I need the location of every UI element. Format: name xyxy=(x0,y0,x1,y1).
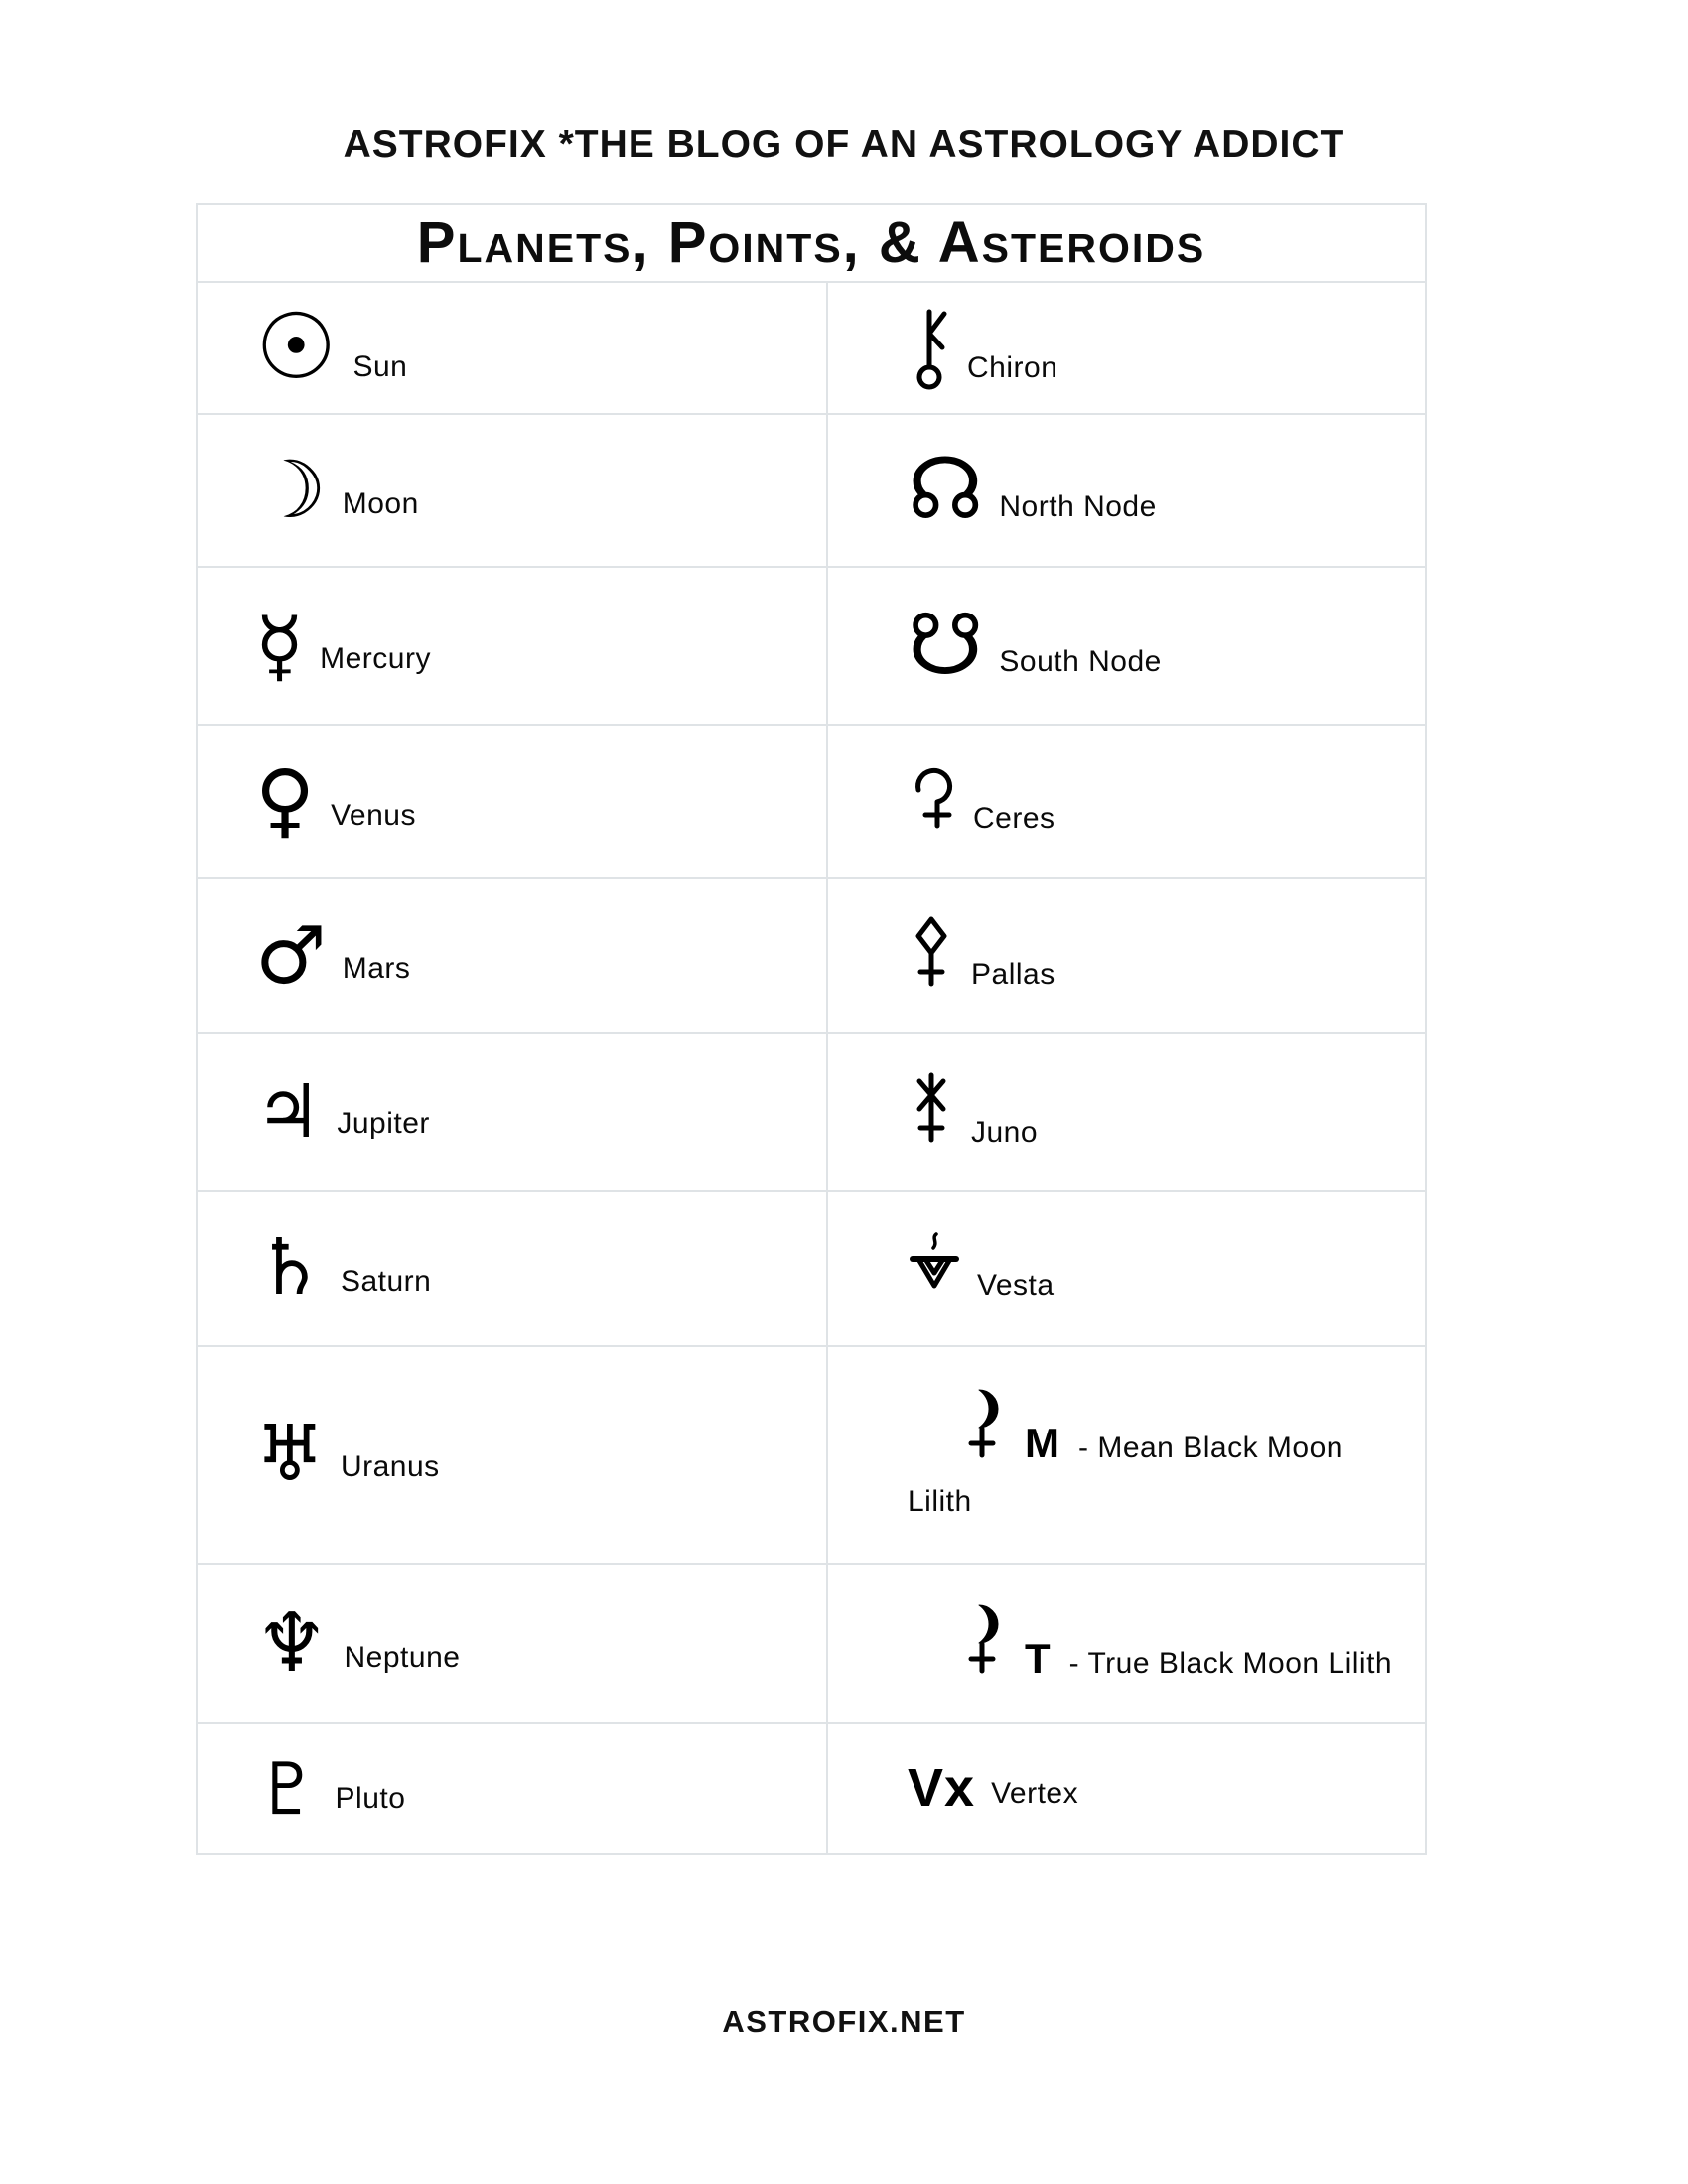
cell-north-node xyxy=(826,415,1425,566)
table-title: Planets, Points, & Asteroids xyxy=(198,205,1425,283)
symbol-label: North Node xyxy=(999,489,1157,523)
cell-chiron xyxy=(826,283,1425,413)
symbol-label: Uranus xyxy=(340,1450,440,1484)
table-row xyxy=(198,724,1425,877)
vesta-icon xyxy=(908,1229,961,1308)
ceres-icon xyxy=(908,760,957,842)
cell-juno xyxy=(826,1034,1425,1190)
mercury-icon: ☿ xyxy=(255,599,305,692)
symbol-label: Venus xyxy=(331,798,416,832)
table-row xyxy=(198,1190,1425,1345)
symbol-label: Vertex xyxy=(991,1777,1079,1810)
cell-true-black-moon-lilith xyxy=(826,1565,1425,1722)
symbol-label: Mars xyxy=(342,952,411,986)
symbol-label: Pluto xyxy=(335,1782,406,1816)
cell-uranus xyxy=(198,1347,826,1563)
vertex-icon: Vx xyxy=(908,1758,976,1818)
symbol-table xyxy=(196,203,1427,1855)
south-node-icon: ☋ xyxy=(908,595,984,695)
north-node-icon: ☊ xyxy=(908,440,984,540)
juno-icon xyxy=(908,1070,955,1156)
table-row xyxy=(198,1722,1425,1853)
symbol-label: - Mean Black Moon xyxy=(1078,1431,1343,1464)
lilith-prefix: M xyxy=(1025,1419,1060,1466)
symbol-label: Juno xyxy=(971,1115,1039,1149)
symbol-label: Chiron xyxy=(967,350,1058,384)
pluto-icon: ♇ xyxy=(255,1746,320,1831)
cell-vertex xyxy=(826,1724,1425,1853)
cell-south-node xyxy=(826,568,1425,724)
lilith-prefix: T xyxy=(1025,1634,1052,1682)
symbol-label: Vesta xyxy=(977,1269,1055,1301)
symbol-label: Jupiter xyxy=(337,1106,430,1140)
black-moon-lilith-icon xyxy=(963,1601,1007,1687)
moon-icon: ☽ xyxy=(255,444,327,537)
cell-ceres xyxy=(826,726,1425,877)
symbol-label: Moon xyxy=(342,486,419,520)
symbol-label-line2: Lilith xyxy=(908,1484,972,1518)
pallas-icon xyxy=(908,914,955,998)
table-row xyxy=(198,283,1425,413)
table-row xyxy=(198,566,1425,724)
cell-mean-black-moon-lilith xyxy=(826,1347,1425,1563)
black-moon-lilith-icon xyxy=(963,1386,1007,1471)
cell-saturn xyxy=(198,1192,826,1345)
page-footer: ASTROFIX.NET xyxy=(722,2004,966,2039)
cell-mercury xyxy=(198,568,826,724)
table-row xyxy=(198,1563,1425,1722)
jupiter-icon: ♃ xyxy=(255,1069,322,1156)
table-row xyxy=(198,877,1425,1032)
symbol-label: South Node xyxy=(999,645,1162,679)
cell-sun xyxy=(198,283,826,413)
cell-venus xyxy=(198,726,826,877)
saturn-icon: ♄ xyxy=(255,1223,325,1313)
symbol-label: Ceres xyxy=(973,802,1055,835)
cell-moon xyxy=(198,415,826,566)
cell-neptune xyxy=(198,1565,826,1722)
cell-jupiter xyxy=(198,1034,826,1190)
sun-icon: ☉ xyxy=(255,294,338,401)
mars-icon: ♂ xyxy=(255,908,327,1002)
cell-pallas xyxy=(826,879,1425,1032)
symbol-label: Neptune xyxy=(344,1641,461,1675)
cell-mars xyxy=(198,879,826,1032)
chiron-icon xyxy=(908,306,951,391)
neptune-icon: ♆ xyxy=(255,1595,329,1691)
symbol-label: - True Black Moon Lilith xyxy=(1068,1646,1393,1680)
table-row xyxy=(198,1345,1425,1563)
cell-pluto xyxy=(198,1724,826,1853)
symbol-label: Sun xyxy=(352,349,408,383)
uranus-icon: ♅ xyxy=(255,1409,325,1499)
table-row xyxy=(198,1032,1425,1190)
table-row xyxy=(198,413,1425,566)
page-title: ASTROFIX *THE BLOG OF AN ASTROLOGY ADDICT xyxy=(343,123,1345,166)
symbol-label: Mercury xyxy=(320,642,431,676)
symbol-label: Saturn xyxy=(340,1264,432,1297)
symbol-label: Pallas xyxy=(971,957,1055,991)
cell-vesta xyxy=(826,1192,1425,1345)
venus-icon: ♀ xyxy=(255,753,316,849)
